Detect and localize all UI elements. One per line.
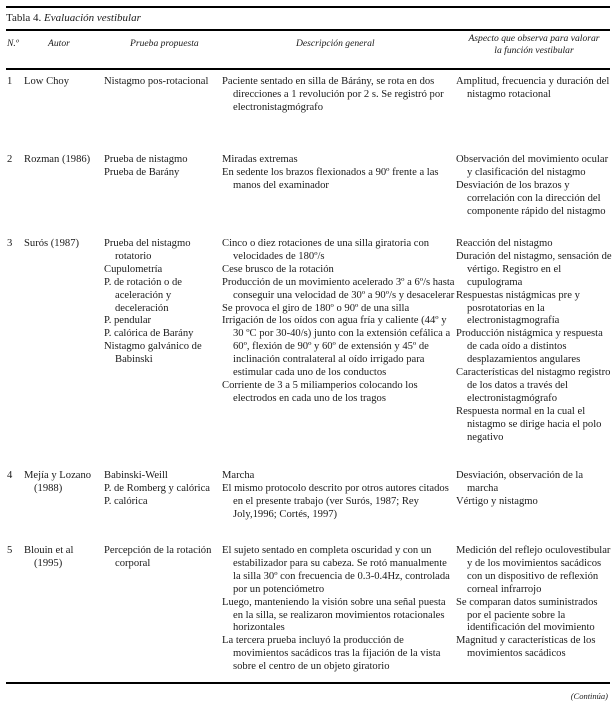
description-entry: El mismo protocolo descrito por otros autores citados en el presente trabajo (ver Surós, 1987; Rey Joly,1996; Cortés, 1997) (222, 482, 449, 520)
aspect-entry: Producción nistágmica y respuesta de cada oído a distintos desplazamientos angulares (456, 328, 603, 366)
test-entry: P. de Romberg y calórica (104, 482, 211, 494)
header-description: Descripción general (296, 38, 375, 49)
description-cell (222, 76, 455, 115)
table-top-rule (6, 6, 610, 8)
table-title (6, 12, 141, 25)
aspect-cell (456, 154, 612, 219)
author-entry: Low Choy (24, 76, 70, 87)
test-entry: Babinski-Weill (104, 470, 168, 481)
row-number: 2 (7, 154, 13, 165)
test-entry: Nistagmo galvánico de Babinski (104, 341, 202, 366)
author-cell (24, 470, 104, 496)
description-cell (222, 470, 455, 522)
author-entry: Surós (1987) (24, 238, 80, 249)
aspect-entry: Respuestas nistágmicas pre y posrotatorias en la electronistagmografía (456, 289, 580, 327)
description-entry: Miradas extremas (222, 154, 298, 165)
description-cell (222, 545, 455, 674)
table-label: Tabla 4. (6, 12, 42, 24)
header-author: Autor (48, 38, 70, 49)
table-bottom-rule (6, 682, 610, 684)
description-entry: Luego, manteniendo la visión sobre una señal puesta en la silla, se realizaron movimientos rotacionales horizontales (222, 596, 446, 634)
description-entry: La tercera prueba incluyó la producción de movimientos sacádicos tras la fijación de la vista sobre el centro de un objeto giratorio (222, 635, 441, 673)
title-rule (6, 29, 610, 31)
aspect-entry: Vértigo y nistagmo (456, 495, 538, 507)
author-entry: Mejía y Lozano (1988) (24, 470, 92, 494)
author-entry: Rozman (1986) (24, 154, 91, 165)
description-entry: Corriente de 3 a 5 miliamperios colocando los electrodos en cada uno de los tragos (222, 379, 418, 404)
test-entry: Percepción de la rotación corporal (104, 545, 212, 569)
test-cell (104, 470, 222, 509)
row-number: 5 (7, 545, 13, 556)
test-entry: Prueba de Barány (104, 166, 180, 178)
test-entry: P. de rotación o de aceleración y deceleración (104, 276, 182, 314)
test-entry: P. calórica (104, 495, 148, 507)
author-entry: Blouin et al (1995) (24, 545, 74, 569)
author-cell (24, 154, 104, 167)
test-entry: Prueba del nistagmo rotatorio (104, 238, 191, 262)
aspect-entry: Duración del nistagmo, sensación de vértigo. Registro en el cupulograma (456, 250, 612, 288)
aspect-entry: Magnitud y características de los movimientos sacádicos (456, 635, 596, 660)
author-cell (24, 76, 104, 89)
test-entry: Prueba de nistagmo (104, 154, 188, 165)
test-cell (104, 76, 222, 89)
author-cell (24, 238, 104, 251)
test-cell (104, 545, 222, 571)
test-entry: Nistagmo pos-rotacional (104, 76, 209, 87)
aspect-cell (456, 545, 612, 661)
description-entry: Paciente sentado en silla de Bárány, se rota en dos direcciones a 1 revolución por 2 s. Se registró por electronistagmógrafo (222, 76, 444, 113)
test-entry: P. calórica de Barány (104, 328, 194, 340)
test-entry: Cupulometría (104, 263, 163, 275)
row-number: 1 (7, 76, 13, 87)
header-aspect-line2: la función vestibular (494, 45, 574, 56)
aspect-entry: Medición del reflejo oculovestibular y de los movimientos sacádicos con un dispositivo de reflexión corneal infrarrojo (456, 545, 611, 595)
continues-note: (Continúa) (570, 691, 608, 701)
header-test: Prueba propuesta (130, 38, 199, 49)
aspect-entry: Se comparan datos suministrados por el paciente sobre la identificación del movimiento (456, 596, 598, 634)
row-number: 3 (7, 238, 13, 249)
table-name: Evaluación vestibular (44, 12, 141, 24)
description-entry: En sedente los brazos flexionados a 90º frente a las manos del examinador (222, 166, 439, 191)
aspect-entry: Reacción del nistagmo (456, 238, 553, 249)
aspect-cell (456, 470, 612, 509)
aspect-cell (456, 238, 612, 445)
aspect-entry: Observación del movimiento ocular y clasificación del nistagmo (456, 154, 609, 178)
test-cell (104, 154, 222, 180)
aspect-entry: Amplitud, frecuencia y duración del nistagmo rotacional (456, 76, 610, 100)
aspect-cell (456, 76, 612, 102)
description-entry: Marcha (222, 470, 255, 481)
description-cell (222, 238, 455, 406)
description-cell (222, 154, 455, 193)
aspect-entry: Desviación de los brazos y correlación con la dirección del componente rápido del nistagmo (456, 179, 606, 217)
header-num: N.º (7, 38, 19, 49)
description-entry: Cinco o diez rotaciones de una silla giratoria con velocidades de 180º/s (222, 238, 430, 262)
description-entry: Cese brusco de la rotación (222, 263, 334, 275)
aspect-entry: Respuesta normal en la cual el nistagmo se dirige hacia el polo negativo (456, 405, 602, 443)
description-entry: Producción de un movimiento acelerado 3º a 6º/s hasta conseguir una velocidad de 30º a 90º/s y desacelerar (222, 276, 455, 301)
test-entry: P. pendular (104, 315, 152, 327)
description-entry: Se provoca el giro de 180º o 90º de una silla (222, 302, 410, 314)
header-aspect-line1: Aspecto que observa para valorar (468, 33, 600, 44)
description-entry: El sujeto sentado en completa oscuridad y con un estabilizador para su cabeza. Se rotó manualmente la silla 30º con frecuencia de 0.3-0.4Hz, controlada por un potenciómetro (222, 545, 450, 595)
author-cell (24, 545, 104, 571)
aspect-entry: Desviación, observación de la marcha (456, 470, 584, 494)
header-rule (6, 68, 610, 70)
test-cell (104, 238, 222, 367)
description-entry: Irrigación de los oídos con agua fría y caliente (44º y 30 ºC por 30-40/s) junto con la extensión cefálica a 60º, flexión de 90º y 60º de extensión y 45º de inclinación contralateral al oído irrigado para estimular cada uno de los conductos (222, 315, 451, 379)
row-number: 4 (7, 470, 13, 481)
header-aspect (456, 33, 612, 57)
aspect-entry: Características del nistagmo registro de los datos a través del electronistagmógrafo (456, 367, 611, 404)
